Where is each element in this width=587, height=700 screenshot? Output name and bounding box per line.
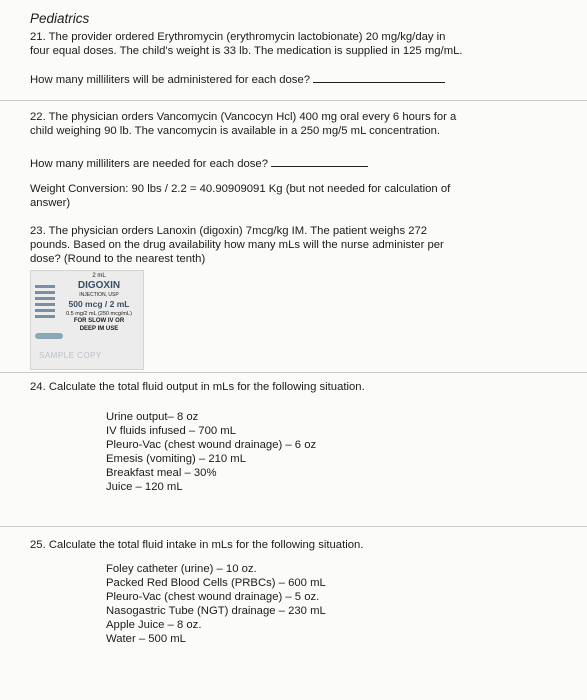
- section-divider: [0, 526, 587, 527]
- list-item: Juice – 120 mL: [106, 481, 183, 493]
- q21-question-text: How many milliliters will be administered for each dose?: [30, 74, 311, 86]
- digoxin-vial-label: [30, 270, 144, 370]
- label-route-1: FOR SLOW IV OR: [73, 318, 125, 324]
- section-divider: [0, 100, 587, 101]
- list-item: Breakfast meal – 30%: [106, 467, 217, 479]
- list-item: Packed Red Blood Cells (PRBCs) – 600 mL: [106, 577, 326, 589]
- label-watermark: SAMPLE COPY: [39, 351, 102, 360]
- label-concentration: 0.5 mg/2 mL (250 mcg/mL): [66, 311, 132, 317]
- list-item: Nasogastric Tube (NGT) drainage – 230 mL: [106, 605, 326, 617]
- q24-question: 24. Calculate the total fluid output in mLs for the following situation.: [30, 381, 365, 393]
- label-drug-name: DIGOXIN: [77, 280, 121, 291]
- q22-line1: 22. The physician orders Vancomycin (Vancocyn Hcl) 400 mg oral every 6 hours for a: [30, 111, 457, 123]
- q21-line2: four equal doses. The child's weight is 33 lb. The medication is supplied in 125 mg/mL.: [30, 45, 463, 57]
- label-subtitle: INJECTION, USP: [79, 292, 119, 298]
- page-title: Pediatrics: [30, 11, 90, 26]
- list-item: Emesis (vomiting) – 210 mL: [106, 453, 247, 465]
- list-item: Pleuro-Vac (chest wound drainage) – 6 oz: [106, 439, 317, 451]
- q22-question: [30, 156, 368, 171]
- list-item: Apple Juice – 8 oz.: [106, 619, 202, 631]
- list-item: Foley catheter (urine) – 10 oz.: [106, 563, 257, 575]
- q22-line2: child weighing 90 lb. The vancomycin is available in a 250 mg/5 mL concentration.: [30, 125, 441, 137]
- label-stripes: [35, 285, 55, 337]
- q21-line1: 21. The provider ordered Erythromycin (erythromycin lactobionate) 20 mg/kg/day in: [30, 31, 446, 43]
- q23-line1: 23. The physician orders Lanoxin (digoxin) 7mcg/kg IM. The patient weighs 272: [30, 225, 428, 237]
- list-item: IV fluids infused – 700 mL: [106, 425, 236, 437]
- q22-note-line1: Weight Conversion: 90 lbs / 2.2 = 40.90909091 Kg (but not needed for calculation of: [30, 183, 451, 195]
- list-item: Urine output– 8 oz: [106, 411, 199, 423]
- list-item: Water – 500 mL: [106, 633, 186, 645]
- section-divider: [0, 372, 587, 373]
- label-route-2: DEEP IM USE: [79, 326, 119, 332]
- q23-line2: pounds. Based on the drug availability how many mLs will the nurse administer per: [30, 239, 444, 251]
- q25-question: 25. Calculate the total fluid intake in mLs for the following situation.: [30, 539, 364, 551]
- q23-line3: dose? (Round to the nearest tenth): [30, 253, 206, 265]
- label-volume: 2 mL: [92, 273, 106, 279]
- q21-answer-blank[interactable]: [313, 72, 445, 83]
- q22-note-line2: answer): [30, 197, 71, 209]
- q21-question: [30, 72, 445, 87]
- label-badge: [35, 333, 63, 339]
- label-strength: 500 mcg / 2 mL: [68, 299, 130, 309]
- q22-answer-blank[interactable]: [271, 156, 368, 167]
- list-item: Pleuro-Vac (chest wound drainage) – 5 oz.: [106, 591, 320, 603]
- q22-question-text: How many milliliters are needed for each dose?: [30, 158, 268, 170]
